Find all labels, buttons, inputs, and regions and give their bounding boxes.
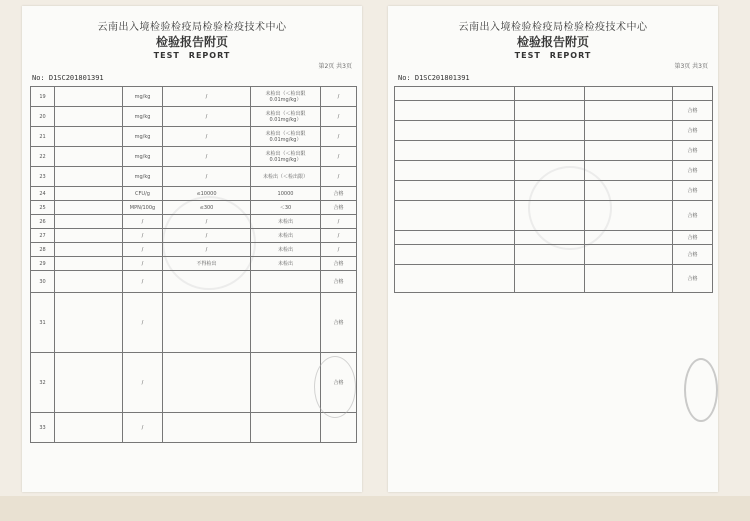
table-cell <box>395 201 515 231</box>
table-cell <box>55 353 123 413</box>
table-cell: 未检出（＜检出限0.01mg/kg） <box>251 147 321 167</box>
table-cell <box>55 201 123 215</box>
page-header-org: 云南出入境检验检疫局检验检疫技术中心 <box>97 22 287 33</box>
table-cell: 未检出 <box>251 229 321 243</box>
table-cell: ＜30 <box>251 201 321 215</box>
table-cell: / <box>123 257 163 271</box>
table-cell <box>515 87 585 101</box>
seal-stamp <box>314 356 356 418</box>
table-row <box>31 167 357 187</box>
table-cell <box>55 215 123 229</box>
table-cell <box>251 271 321 293</box>
table-cell <box>673 87 713 101</box>
table-cell: 未检出（＜检出限0.01mg/kg） <box>251 87 321 107</box>
table-cell <box>395 245 515 265</box>
table-cell: / <box>123 413 163 443</box>
report-number: No: D1SC201801391 <box>398 74 470 82</box>
table-cell: 22 <box>31 147 55 167</box>
table-row <box>31 147 357 167</box>
table-cell <box>55 187 123 201</box>
table-cell: 合格 <box>321 271 357 293</box>
table-cell: mg/kg <box>123 167 163 187</box>
table-cell <box>55 87 123 107</box>
table-cell: 24 <box>31 187 55 201</box>
table-cell: 合格 <box>321 257 357 271</box>
results-table <box>394 86 713 293</box>
page-number: 第2页 共3页 <box>318 63 352 70</box>
table-cell <box>515 161 585 181</box>
table-cell: / <box>163 215 251 229</box>
table-row <box>31 353 357 413</box>
table-cell <box>55 271 123 293</box>
table-cell: / <box>163 167 251 187</box>
table-cell: / <box>321 229 357 243</box>
table-cell <box>585 121 673 141</box>
table-row <box>395 87 713 101</box>
table-cell: / <box>123 271 163 293</box>
table-cell: ≤10000 <box>163 187 251 201</box>
table-cell: 27 <box>31 229 55 243</box>
table-cell: 28 <box>31 243 55 257</box>
table-cell: / <box>321 167 357 187</box>
table-cell <box>55 243 123 257</box>
table-cell: / <box>123 293 163 353</box>
table-cell <box>251 413 321 443</box>
table-cell: / <box>163 243 251 257</box>
table-cell <box>585 161 673 181</box>
table-cell: 30 <box>31 271 55 293</box>
table-row <box>395 141 713 161</box>
table-cell: 19 <box>31 87 55 107</box>
table-cell: 合格 <box>673 231 713 245</box>
report-page-left <box>22 6 362 492</box>
table-row <box>395 121 713 141</box>
table-cell: 未检出（＜检出限0.01mg/kg） <box>251 127 321 147</box>
table-cell: mg/kg <box>123 87 163 107</box>
table-row <box>31 87 357 107</box>
table-row <box>31 293 357 353</box>
table-cell: mg/kg <box>123 147 163 167</box>
bottom-border <box>0 496 750 521</box>
table-cell <box>395 121 515 141</box>
table-cell: 合格 <box>673 121 713 141</box>
table-cell <box>163 293 251 353</box>
table-cell <box>55 293 123 353</box>
seal-stamp <box>684 358 718 422</box>
table-row <box>395 161 713 181</box>
table-cell: / <box>163 107 251 127</box>
table-cell <box>585 231 673 245</box>
table-cell: 未检出 <box>251 215 321 229</box>
table-row <box>31 201 357 215</box>
table-cell <box>55 229 123 243</box>
table-cell <box>55 107 123 127</box>
table-cell: 26 <box>31 215 55 229</box>
table-cell <box>395 161 515 181</box>
table-cell: 29 <box>31 257 55 271</box>
table-cell: 合格 <box>673 245 713 265</box>
table-cell: / <box>321 87 357 107</box>
table-cell <box>515 245 585 265</box>
table-row <box>31 413 357 443</box>
table-cell: / <box>321 107 357 127</box>
table-cell: / <box>123 243 163 257</box>
table-cell <box>585 101 673 121</box>
table-cell: / <box>123 215 163 229</box>
table-cell: 23 <box>31 167 55 187</box>
table-row <box>31 243 357 257</box>
table-cell: 10000 <box>251 187 321 201</box>
table-cell: 不得检出 <box>163 257 251 271</box>
table-cell <box>585 87 673 101</box>
table-cell <box>395 87 515 101</box>
table-cell: 合格 <box>673 181 713 201</box>
table-cell: 21 <box>31 127 55 147</box>
page-header-org: 云南出入境检验检疫局检验检疫技术中心 <box>458 22 648 33</box>
table-cell <box>515 201 585 231</box>
table-cell: 31 <box>31 293 55 353</box>
table-cell <box>251 293 321 353</box>
table-cell <box>55 413 123 443</box>
table-cell: / <box>321 127 357 147</box>
results-table <box>30 86 357 443</box>
table-cell: mg/kg <box>123 127 163 147</box>
table-cell: MPN/100g <box>123 201 163 215</box>
table-cell <box>395 141 515 161</box>
table-row <box>31 187 357 201</box>
table-cell: / <box>321 147 357 167</box>
table-cell: / <box>163 229 251 243</box>
table-cell <box>163 271 251 293</box>
table-cell: / <box>163 87 251 107</box>
table-row <box>31 107 357 127</box>
table-cell: 合格 <box>673 265 713 293</box>
table-cell: / <box>123 229 163 243</box>
table-cell <box>515 121 585 141</box>
table-cell <box>251 353 321 413</box>
table-cell: 未检出 <box>251 257 321 271</box>
table-row <box>395 231 713 245</box>
table-cell <box>163 413 251 443</box>
table-cell <box>55 257 123 271</box>
table-cell: ≤300 <box>163 201 251 215</box>
table-cell: / <box>321 243 357 257</box>
table-cell <box>515 181 585 201</box>
table-row <box>31 215 357 229</box>
table-cell: 未检出（＜检出限） <box>251 167 321 187</box>
table-cell <box>515 265 585 293</box>
table-cell: / <box>163 147 251 167</box>
table-cell <box>163 353 251 413</box>
table-cell: 32 <box>31 353 55 413</box>
table-cell: 合格 <box>321 201 357 215</box>
table-cell <box>395 265 515 293</box>
table-cell <box>585 141 673 161</box>
table-cell <box>585 265 673 293</box>
page-header-title: 检验报告附页 <box>516 35 589 49</box>
table-cell: 未检出（＜检出限0.01mg/kg） <box>251 107 321 127</box>
table-cell <box>395 101 515 121</box>
table-cell <box>55 147 123 167</box>
table-cell: / <box>321 215 357 229</box>
page-number: 第3页 共3页 <box>674 63 708 70</box>
table-cell: 合格 <box>673 101 713 121</box>
table-cell <box>515 101 585 121</box>
table-cell: CFU/g <box>123 187 163 201</box>
table-cell: 合格 <box>321 187 357 201</box>
table-row <box>31 127 357 147</box>
table-cell: 合格 <box>673 201 713 231</box>
table-cell: 合格 <box>321 353 357 413</box>
table-row <box>395 181 713 201</box>
table-cell: 合格 <box>673 161 713 181</box>
table-cell: mg/kg <box>123 107 163 127</box>
table-row <box>31 229 357 243</box>
table-cell <box>585 181 673 201</box>
report-page-right <box>388 6 718 492</box>
table-row <box>395 265 713 293</box>
table-row <box>31 257 357 271</box>
table-cell: 未检出 <box>251 243 321 257</box>
table-cell <box>395 231 515 245</box>
table-cell <box>515 141 585 161</box>
table-row <box>395 101 713 121</box>
table-cell <box>55 127 123 147</box>
table-cell: 合格 <box>321 293 357 353</box>
table-cell <box>515 231 585 245</box>
table-cell: / <box>123 353 163 413</box>
table-cell <box>585 245 673 265</box>
table-cell: 合格 <box>673 141 713 161</box>
table-row <box>395 245 713 265</box>
page-header-english: TEST REPORT <box>514 51 592 60</box>
table-cell: 25 <box>31 201 55 215</box>
table-cell <box>585 201 673 231</box>
table-cell <box>55 167 123 187</box>
table-cell: 33 <box>31 413 55 443</box>
table-cell: 20 <box>31 107 55 127</box>
table-row <box>31 271 357 293</box>
table-cell: / <box>163 127 251 147</box>
page-header-title: 检验报告附页 <box>155 35 228 49</box>
table-cell <box>395 181 515 201</box>
report-number: No: D1SC201801391 <box>32 74 104 82</box>
table-row <box>395 201 713 231</box>
page-header-english: TEST REPORT <box>153 51 231 60</box>
